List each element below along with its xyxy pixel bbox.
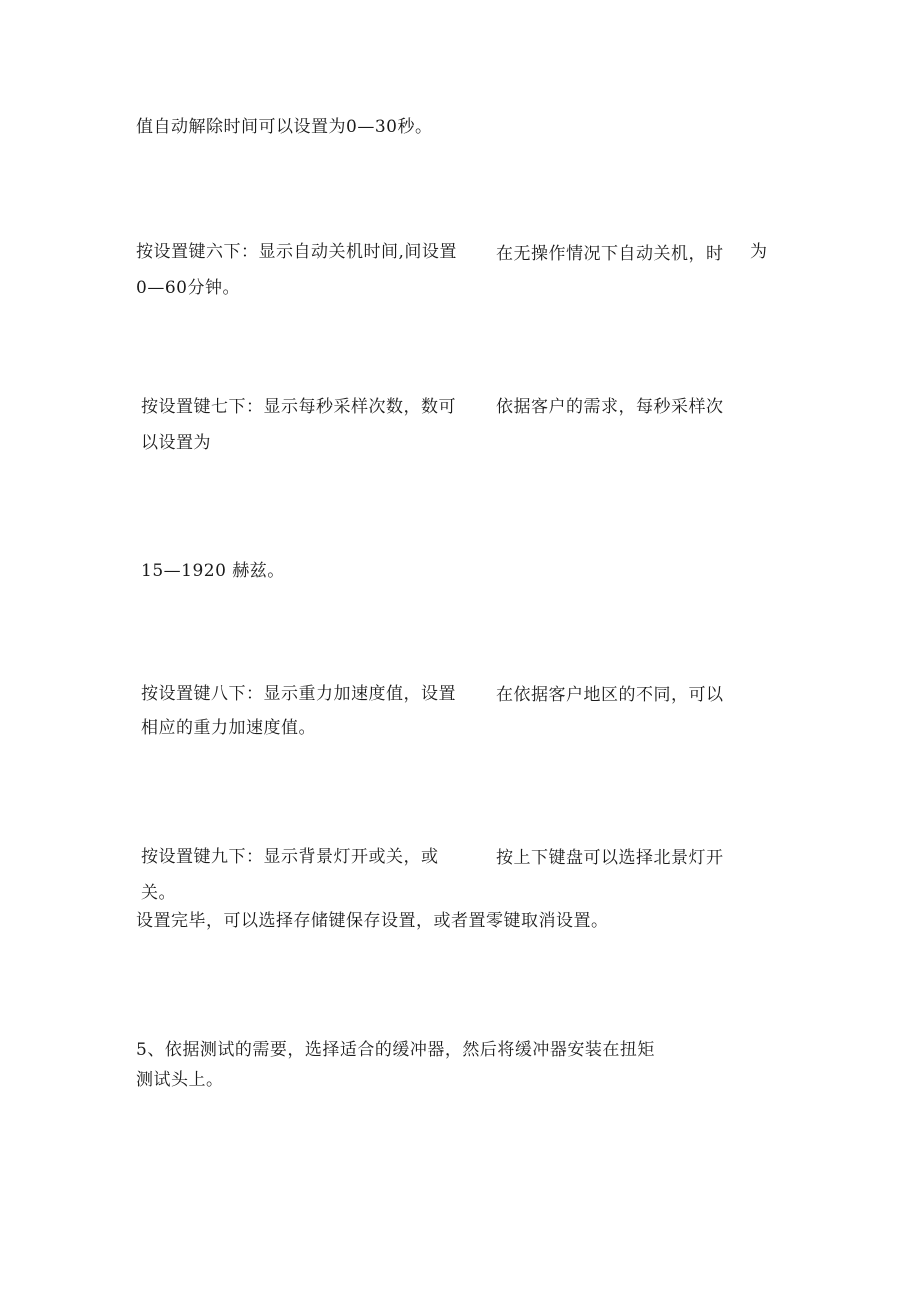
text-line-auto-release: 值自动解除时间可以设置为0—30秒。: [136, 117, 433, 137]
text-line-key-nine-left: 按设置键九下：显示背景灯开或关，或: [141, 847, 439, 867]
text-line-key-eight-cont: 相应的重力加速度值。: [141, 718, 316, 738]
text-line-key-seven-left: 按设置键七下：显示每秒采样次数，数可: [141, 397, 456, 417]
text-line-key-seven-cont: 以设置为: [141, 433, 211, 453]
text-line-sample-range: 15—1920 赫兹。: [141, 561, 285, 581]
text-line-key-eight-right: 在依据客户地区的不同，可以: [496, 685, 724, 705]
text-line-step-five: 5、依据测试的需要，选择适合的缓冲器，然后将缓冲器安装在扭矩: [136, 1040, 655, 1060]
text-line-shutdown-range: 0—60分钟。: [136, 278, 240, 298]
text-line-key-nine-cont: 关。: [141, 883, 176, 903]
text-line-step-five-cont: 测试头上。: [136, 1070, 224, 1090]
text-line-key-eight-left: 按设置键八下：显示重力加速度值，设置: [141, 684, 456, 704]
text-line-key-six-left: 按设置键六下：显示自动关机时间,间设置: [136, 242, 457, 262]
text-line-key-nine-right: 按上下键盘可以选择北景灯开: [496, 848, 724, 868]
text-line-key-six-right: 在无操作情况下自动关机，时: [496, 244, 724, 264]
text-line-settings-done: 设置完毕，可以选择存储键保存设置，或者置零键取消设置。: [136, 911, 609, 931]
text-line-key-six-end: 为: [750, 242, 768, 262]
text-line-key-seven-right: 依据客户的需求，每秒采样次: [496, 397, 724, 417]
